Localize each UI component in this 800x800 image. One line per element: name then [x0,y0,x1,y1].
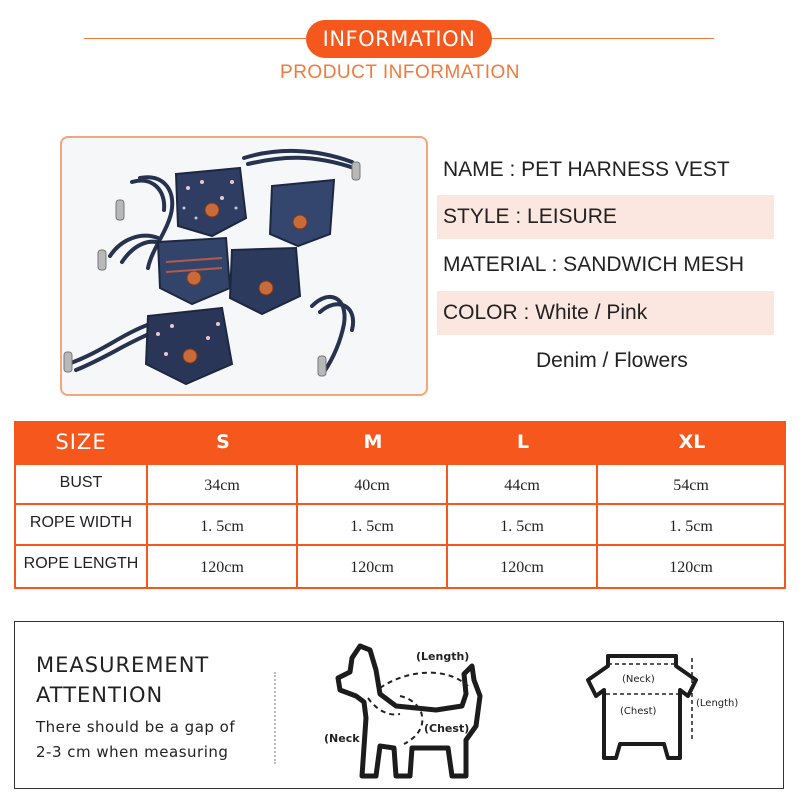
table-cell: 120cm [598,546,784,587]
row-label-rope-length: ROPE LENGTH [16,546,146,587]
length-measure-line [380,673,468,688]
size-table-header [14,421,786,463]
product-style: STYLE : LEISURE [437,195,774,239]
table-cell: 44cm [448,465,596,503]
table-cell: 1. 5cm [448,505,596,544]
row-label-rope-width: ROPE WIDTH [16,505,146,544]
measurement-title [36,650,209,710]
row-label-bust: BUST [16,465,146,503]
size-header-s: S [216,431,230,453]
size-table-body [14,463,786,589]
size-header-m: M [363,431,383,453]
measurement-note-line2: 2-3 cm when measuring [36,743,229,761]
product-color-continued: Denim / Flowers [536,349,688,372]
table-cell: 120cm [298,546,446,587]
measurement-title-line2: ATTENTION [36,683,164,707]
measurement-title-line1: MEASUREMENT [36,653,210,677]
dog-outline [338,646,480,776]
product-photo [60,136,428,396]
information-badge: INFORMATION [306,20,492,58]
size-header-xl: XL [678,431,706,453]
measurement-divider [274,672,276,764]
measurement-note-line1: There should be a gap of [36,718,236,736]
measurement-note [36,715,235,765]
product-name: NAME : PET HARNESS VEST [443,158,730,181]
size-header-l: L [516,431,530,453]
table-cell: 34cm [148,465,296,503]
garment-length-label: (Length) [696,698,739,709]
size-table [14,421,786,589]
product-material: MATERIAL : SANDWICH MESH [443,253,745,276]
product-color: COLOR : White / Pink [437,291,774,335]
table-cell: 40cm [298,465,446,503]
garment-neck-label: (Neck) [622,674,655,685]
table-cell: 120cm [148,546,296,587]
table-cell: 1. 5cm [598,505,784,544]
dog-measurement-diagram [316,636,516,786]
garment-chest-label: (Chest) [620,706,657,717]
table-cell: 120cm [448,546,596,587]
dog-neck-label: (Neck [324,732,360,745]
header-rule-right [492,38,714,39]
header-rule-left [84,38,306,39]
garment-measurement-diagram [572,636,752,786]
table-cell: 54cm [598,465,784,503]
harness-photo-illustration [62,138,426,394]
section-subtitle: PRODUCT INFORMATION [280,62,520,83]
dog-chest-label: (Chest) [424,722,470,735]
table-cell: 1. 5cm [148,505,296,544]
table-cell: 1. 5cm [298,505,446,544]
size-header-label: SIZE [55,430,107,454]
dog-length-label: (Length) [416,650,470,663]
